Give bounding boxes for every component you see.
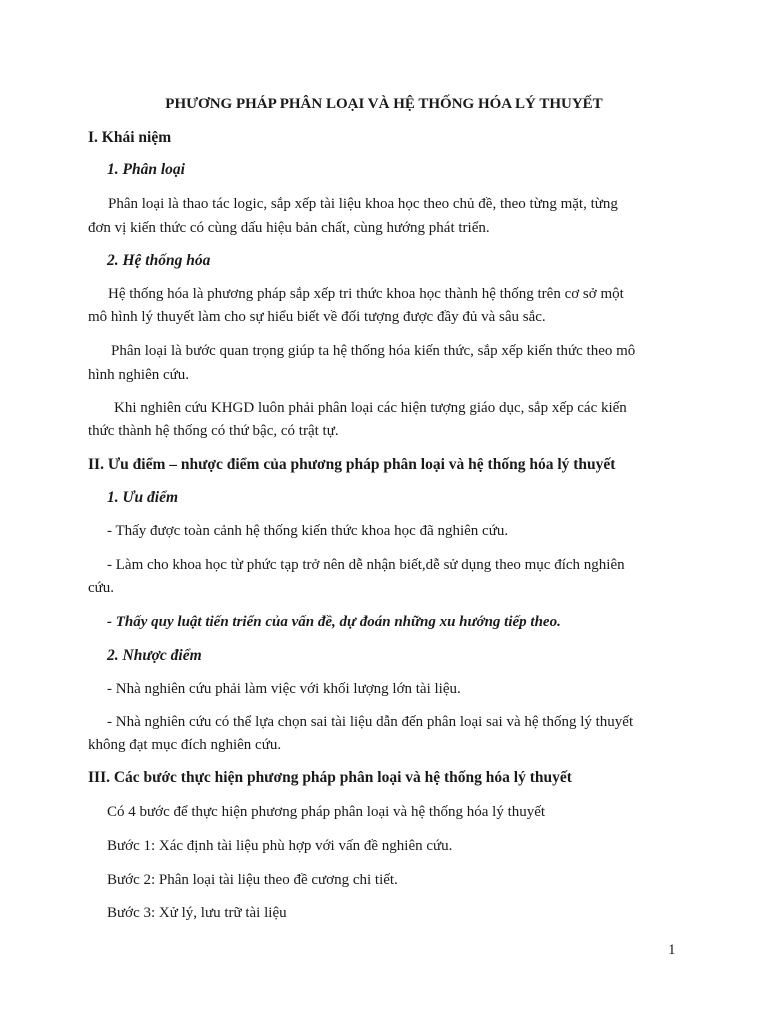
paragraph-line: Khi nghiên cứu KHGD luôn phải phân loại các hiện tượng giáo dục, sắp xếp các kiến [114, 400, 627, 416]
list-item-continuation: không đạt mục đích nghiên cứu. [88, 737, 282, 753]
step-item: Bước 3: Xử lý, lưu trữ tài liệu [107, 905, 287, 921]
list-item: - Thấy được toàn cảnh hệ thống kiến thức khoa học đã nghiên cứu. [107, 523, 509, 539]
document-title: PHƯƠNG PHÁP PHÂN LOẠI VÀ HỆ THỐNG HÓA LÝ THUYẾT [165, 96, 603, 112]
paragraph-line: hình nghiên cứu. [88, 367, 190, 383]
step-item: Bước 1: Xác định tài liệu phù hợp với vấn đề nghiên cứu. [107, 838, 453, 854]
paragraph-line: Phân loại là thao tác logic, sắp xếp tài liệu khoa học theo chủ đề, theo từng mặt, từng [108, 196, 618, 212]
paragraph-line: thức thành hệ thống có thứ bậc, có trật tự. [88, 423, 339, 439]
list-item: - Làm cho khoa học từ phức tạp trở nên dễ nhận biết,dễ sử dụng theo mục đích nghiên [107, 557, 625, 573]
section-3-intro: Có 4 bước để thực hiện phương pháp phân loại và hệ thống hóa lý thuyết [107, 804, 546, 820]
section-3-heading: III. Các bước thực hiện phương pháp phân loại và hệ thống hóa lý thuyết [88, 769, 572, 786]
page-number: 1 [668, 942, 676, 958]
list-item: - Nhà nghiên cứu phải làm việc với khối lượng lớn tài liệu. [107, 681, 461, 697]
subsection-2-1-heading: 1. Ưu điểm [107, 489, 178, 506]
section-2-heading: II. Ưu điểm – nhược điểm của phương pháp phân loại và hệ thống hóa lý thuyết [88, 456, 616, 473]
list-item-emphasis: - Thấy quy luật tiến triển của vấn đề, dự đoán những xu hướng tiếp theo. [107, 614, 561, 630]
paragraph-line: Hệ thống hóa là phương pháp sắp xếp tri thức khoa học thành hệ thống trên cơ sở một [108, 286, 624, 302]
paragraph-line: mô hình lý thuyết làm cho sự hiểu biết về đối tượng được đầy đủ và sâu sắc. [88, 309, 546, 325]
step-item: Bước 2: Phân loại tài liệu theo đề cương chi tiết. [107, 872, 398, 888]
list-item: - Nhà nghiên cứu có thể lựa chọn sai tài liệu dẫn đến phân loại sai và hệ thống lý thuyết [107, 714, 634, 730]
subsection-1-1-heading: 1. Phân loại [107, 161, 185, 178]
list-item-continuation: cứu. [88, 580, 115, 596]
subsection-2-2-heading: 2. Nhược điểm [107, 647, 202, 664]
section-1-heading: I. Khái niệm [88, 129, 172, 146]
paragraph-line: Phân loại là bước quan trọng giúp ta hệ thống hóa kiến thức, sắp xếp kiến thức theo mô [111, 343, 636, 359]
paragraph-line: đơn vị kiến thức có cùng dấu hiệu bản chất, cùng hướng phát triển. [88, 220, 490, 236]
subsection-1-2-heading: 2. Hệ thống hóa [107, 252, 211, 269]
